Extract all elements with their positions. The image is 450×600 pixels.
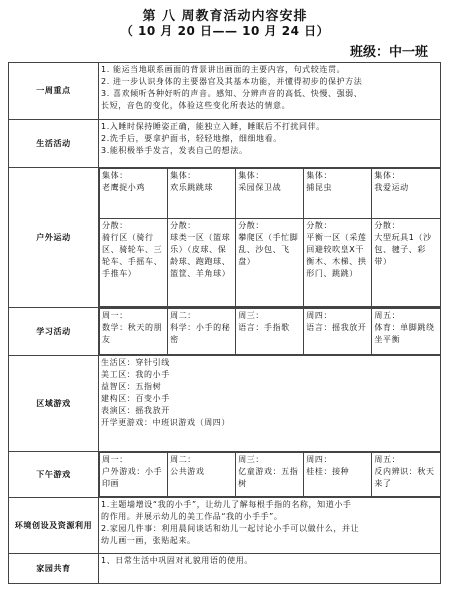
life-line: 3.能积极举手发言，发表自己的想法。 <box>101 146 248 155</box>
outdoor-free-mon: 分散： 骑行区（骑行区、骑轮车、三轮车、手摇车、手推车） <box>100 219 168 307</box>
class-label: 班级：中一班 <box>349 45 428 60</box>
env-line: 2.家园几件事：利用晨间谈话和幼儿一起讨论小手可以做什么，并让 <box>101 524 360 533</box>
afternoon-wed: 周三： 亿童游戏：五指树 <box>236 453 304 497</box>
outdoor-group-mon: 集体： 老鹰捉小鸡 <box>100 169 168 219</box>
area-line: 益智区：五指树 <box>101 382 162 391</box>
outdoor-free-fri: 分散： 大型玩具1（沙包、毽子、彩带） <box>372 219 440 307</box>
area-label: 区域游戏 <box>9 356 99 452</box>
area-content <box>99 356 441 452</box>
row-area <box>9 356 441 452</box>
weekly-plan-table <box>8 62 441 584</box>
focus-line: 2. 进一步认识身体的主要器官及其基本功能，并懂得初步的保护方法 <box>101 77 363 86</box>
focus-line: 长短，音色的变化，体验这些变化所表达的情意。 <box>101 101 291 110</box>
life-line: 2.洗手后，要拿护面书，轻轻地擦，细细地看。 <box>101 134 282 143</box>
row-weekly-focus <box>9 63 441 120</box>
study-grid <box>99 308 440 355</box>
row-afternoon <box>9 452 441 498</box>
row-home <box>9 554 441 584</box>
outdoor-free-tue: 分散： 球类一区（篮球乐）（皮球、保龄球、跑跑球、篮筐、羊角球） <box>168 219 236 307</box>
outdoor-free-wed: 分散： 攀爬区（手忙脚乱、沙包、飞盘） <box>236 219 304 307</box>
study-fri: 周五： 体育：单脚跳绕坐平衡 <box>372 309 440 355</box>
env-content <box>99 498 441 554</box>
study-wed: 周三： 语言：手指歌 <box>236 309 304 355</box>
date-range: （ 10 月 20 日—— 10 月 24 日） <box>120 24 330 38</box>
afternoon-content <box>99 452 441 498</box>
life-label: 生活活动 <box>9 120 99 168</box>
study-content <box>99 308 441 356</box>
study-thu: 周四： 语言：摇我放开 <box>304 309 372 355</box>
env-line: 幼儿画一画，张贴起来。 <box>101 536 196 545</box>
outdoor-group-wed: 集体： 采园保卫战 <box>236 169 304 219</box>
afternoon-tue: 周二： 公共游戏 <box>168 453 236 497</box>
afternoon-fri: 周五： 反内辨识：秋天来了 <box>372 453 440 497</box>
area-line: 建构区：百变小手 <box>101 394 170 403</box>
focus-line: 3. 喜欢倾听各种好听的声音。感知、分辨声音的高低、快慢、强弱、 <box>101 89 363 98</box>
area-line: 美工区：我的小手 <box>101 370 170 379</box>
area-line: 开学更游戏：中班识游戏（周四） <box>101 418 230 427</box>
outdoor-label: 户外运动 <box>9 168 99 308</box>
afternoon-thu: 周四： 桂桂：接种 <box>304 453 372 497</box>
area-line: 生活区：穿针引线 <box>101 358 170 367</box>
row-life <box>9 120 441 168</box>
row-outdoor <box>9 168 441 308</box>
outdoor-grid <box>99 168 440 307</box>
afternoon-grid <box>99 452 440 497</box>
focus-line: 1. 能运当地联系画面的背景讲出画面的主要内容，句式较连贯。 <box>101 65 346 74</box>
home-line: 1、日常生活中巩固对礼貌用语的使用。 <box>101 556 253 565</box>
outdoor-group-thu: 集体： 捕昆虫 <box>304 169 372 219</box>
afternoon-label: 下午游戏 <box>9 452 99 498</box>
outdoor-content <box>99 168 441 308</box>
env-line: 1.主题墙增设“我的小手”，让幼儿了解每根手指的名称，知道小手 <box>101 500 352 509</box>
row-environment <box>9 498 441 554</box>
area-line: 表演区：摇我放开 <box>101 406 170 415</box>
life-line: 1.入睡时保持睡姿正确，能独立入睡，睡眠后不打扰同伴。 <box>101 122 325 131</box>
row-study <box>9 308 441 356</box>
study-label: 学习活动 <box>9 308 99 356</box>
outdoor-free-thu: 分散： 平衡一区（采莲回避较吹皇X干衡木、木梯、拱形门、跳跳） <box>304 219 372 307</box>
outdoor-group-tue: 集体： 欢乐跳跳球 <box>168 169 236 219</box>
env-line: 的作用。并展示幼儿的美工作品“我的小手手”。 <box>101 512 283 521</box>
page-title: 第 八 周教育活动内容安排 <box>142 9 308 24</box>
life-content <box>99 120 441 168</box>
study-mon: 周一： 数学：秋天的朋友 <box>100 309 168 355</box>
afternoon-mon: 周一： 户外游戏：小手印画 <box>100 453 168 497</box>
focus-label: 一周重点 <box>9 63 99 120</box>
study-tue: 周二： 科学：小手的秘密 <box>168 309 236 355</box>
home-label: 家园共育 <box>9 554 99 584</box>
focus-content <box>99 63 441 120</box>
env-label: 环境创设及资源利用 <box>9 498 99 554</box>
home-content <box>99 554 441 584</box>
outdoor-group-fri: 集体： 我爱运动 <box>372 169 440 219</box>
